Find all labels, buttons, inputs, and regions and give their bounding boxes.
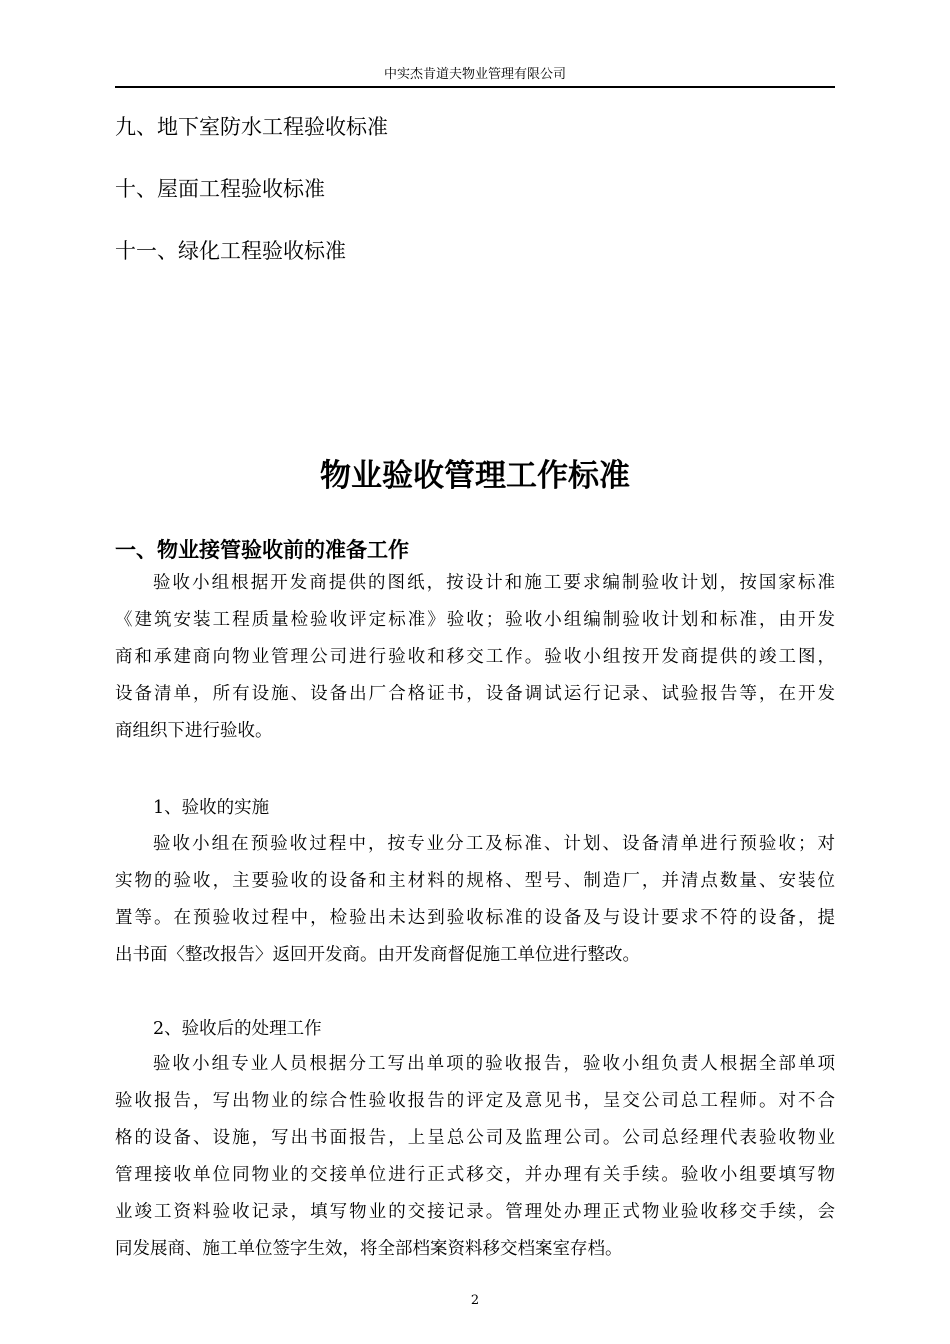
paragraph-line: 格的设备、设施，写出书面报告，上呈总公司及监理公司。公司总经理代表验收物业 — [115, 1128, 835, 1148]
subsection-heading-post-acceptance: 2、验收后的处理工作 — [153, 1019, 322, 1039]
paragraph-line: 验收小组专业人员根据分工写出单项的验收报告，验收小组负责人根据全部单项 — [153, 1054, 835, 1074]
paragraph-line: 置等。在预验收过程中，检验出未达到验收标准的设备及与设计要求不符的设备，提 — [115, 908, 835, 928]
toc-item-10: 十、屋面工程验收标准 — [115, 177, 325, 201]
page-number: 2 — [470, 1293, 480, 1308]
paragraph-line: 管理接收单位同物业的交接单位进行正式移交，并办理有关手续。验收小组要填写物 — [115, 1165, 835, 1185]
paragraph-line: 商和承建商向物业管理公司进行验收和移交工作。验收小组按开发商提供的竣工图， — [115, 647, 835, 667]
subsection-heading-implementation: 1、验收的实施 — [153, 798, 270, 818]
paragraph-line: 验收报告，写出物业的综合性验收报告的评定及意见书，呈交公司总工程师。对不合 — [115, 1091, 835, 1111]
paragraph-line: 出书面〈整改报告〉返回开发商。由开发商督促施工单位进行整改。 — [115, 945, 640, 965]
header-divider — [115, 86, 835, 88]
paragraph-line: 实物的验收，主要验收的设备和主材料的规格、型号、制造厂，并清点数量、安装位 — [115, 871, 835, 891]
paragraph-line: 验收小组根据开发商提供的图纸，按设计和施工要求编制验收计划，按国家标准 — [153, 573, 835, 593]
section1-paragraph — [115, 565, 835, 750]
subsection1-paragraph — [115, 826, 835, 974]
paragraph-line: 商组织下进行验收。 — [115, 721, 273, 741]
paragraph-line: 《建筑安装工程质量检验收评定标准》验收；验收小组编制验收计划和标准，由开发 — [115, 610, 835, 630]
paragraph-line: 同发展商、施工单位签字生效，将全部档案资料移交档案室存档。 — [115, 1239, 623, 1259]
paragraph-line: 验收小组在预验收过程中，按专业分工及标准、计划、设备清单进行预验收；对 — [153, 834, 835, 854]
paragraph-line: 设备清单，所有设施、设备出厂合格证书，设备调试运行记录、试验报告等，在开发 — [115, 684, 835, 704]
section-heading: 一、物业接管验收前的准备工作 — [115, 538, 409, 562]
paragraph-line: 业竣工资料验收记录，填写物业的交接记录。管理处办理正式物业验收移交手续，会 — [115, 1202, 835, 1222]
toc-item-11: 十一、绿化工程验收标准 — [115, 239, 346, 263]
document-title: 物业验收管理工作标准 — [320, 458, 630, 494]
subsection2-paragraph — [115, 1046, 835, 1268]
page-header-company: 中实杰肯道夫物业管理有限公司 — [383, 67, 566, 82]
toc-item-9: 九、地下室防水工程验收标准 — [115, 115, 388, 139]
